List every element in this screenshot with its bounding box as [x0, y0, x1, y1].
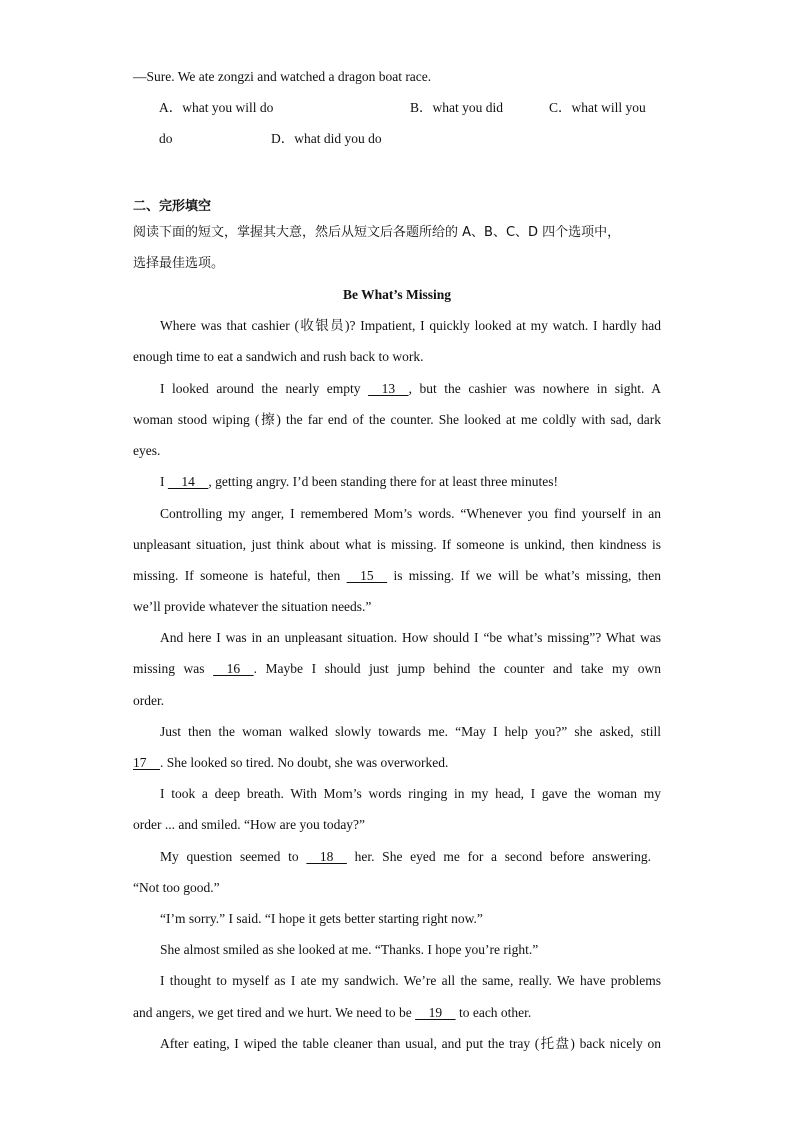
- passage-line-17: order ... and smiled. “How are you today?”: [133, 817, 366, 832]
- passage-line-24: After eating, I wiped the table cleaner than usual, and put the tray (托盘) back nicely on: [160, 1036, 661, 1051]
- line-text: her. She eyed me for a second before answering.: [346, 849, 652, 864]
- line-text: . Maybe I should just jump behind the counter and take my own: [253, 661, 661, 676]
- passage-line-22: I thought to myself as I ate my sandwich. We’re all the same, really. We have problems: [160, 973, 661, 988]
- line-text: is missing. If we will be what’s missing, then: [387, 568, 662, 583]
- passage-line-5: eyes.: [133, 443, 161, 458]
- passage-line-9: [133, 567, 661, 585]
- passage-line-13: order.: [133, 693, 165, 708]
- dialogue-answer-line: —Sure. We ate zongzi and watched a dragon boat race.: [133, 69, 432, 84]
- passage-line-1: Where was that cashier (收银员)? Impatient, I quickly looked at my watch. I hardly had: [160, 318, 661, 333]
- passage-line-21: She almost smiled as she looked at me. “Thanks. I hope you’re right.”: [160, 942, 539, 957]
- passage-title: Be What’s Missing: [342, 287, 451, 302]
- passage-line-2: enough time to eat a sandwich and rush back to work.: [133, 349, 424, 364]
- blank-13: 13: [368, 381, 409, 396]
- passage-line-3: [160, 380, 661, 398]
- section-instruction-line-1: 阅读下面的短文，掌握其大意，然后从短文后各题所给的 A、B、C、D 四个选项中，: [133, 225, 621, 240]
- passage-line-14: Just then the woman walked slowly towards me. “May I help you?” she asked, still: [160, 724, 661, 739]
- option-c: C．what will you: [549, 100, 646, 115]
- line-text: , getting angry. I’d been standing there for at least three minutes!: [208, 474, 559, 489]
- passage-line-4: woman stood wiping (擦) the far end of the counter. She looked at me coldly with sad, dark: [133, 412, 661, 427]
- line-text: I: [160, 474, 168, 489]
- line-text: , but the cashier was nowhere in sight. A: [408, 381, 661, 396]
- option-c-continued: do: [159, 131, 173, 146]
- line-text: to each other.: [455, 1005, 532, 1020]
- blank-14: 14: [167, 474, 209, 489]
- passage-line-8: unpleasant situation, just think about what is missing. If someone is unkind, then kindness is: [133, 537, 661, 552]
- passage-line-6: [160, 473, 661, 491]
- blank-15: 15: [346, 568, 388, 583]
- blank-17: 17: [133, 755, 160, 770]
- blank-19: 19: [415, 1005, 456, 1020]
- passage-line-10: we’ll provide whatever the situation needs.”: [133, 599, 372, 614]
- section-instruction-line-2: 选择最佳选项。: [133, 256, 225, 271]
- line-text: and angers, we get tired and we hurt. We need to be: [133, 1005, 416, 1020]
- option-d: D．what did you do: [271, 131, 382, 146]
- passage-line-16: I took a deep breath. With Mom’s words ringing in my head, I gave the woman my: [160, 786, 661, 801]
- line-text: missing was: [133, 661, 214, 676]
- passage-line-18: [160, 848, 651, 866]
- passage-line-20: “I’m sorry.” I said. “I hope it gets better starting right now.”: [160, 911, 483, 926]
- section-heading: 二、完形填空: [133, 199, 212, 214]
- passage-line-7: Controlling my anger, I remembered Mom’s words. “Whenever you find yourself in an: [160, 506, 661, 521]
- passage-line-11: And here I was in an unpleasant situation. How should I “be what’s missing”? What was: [160, 630, 661, 645]
- line-text: I looked around the nearly empty: [160, 381, 369, 396]
- line-text: My question seemed to: [160, 849, 307, 864]
- blank-18: 18: [306, 849, 347, 864]
- passage-line-19: “Not too good.”: [133, 880, 220, 895]
- option-b: B．what you did: [410, 100, 503, 115]
- blank-16: 16: [213, 661, 254, 676]
- passage-line-15: [133, 754, 661, 772]
- line-text: . She looked so tired. No doubt, she was overworked.: [160, 755, 449, 770]
- line-text: missing. If someone is hateful, then: [133, 568, 347, 583]
- passage-line-12: [133, 660, 661, 678]
- passage-line-23: [133, 1004, 661, 1022]
- option-a: A．what you will do: [159, 100, 274, 115]
